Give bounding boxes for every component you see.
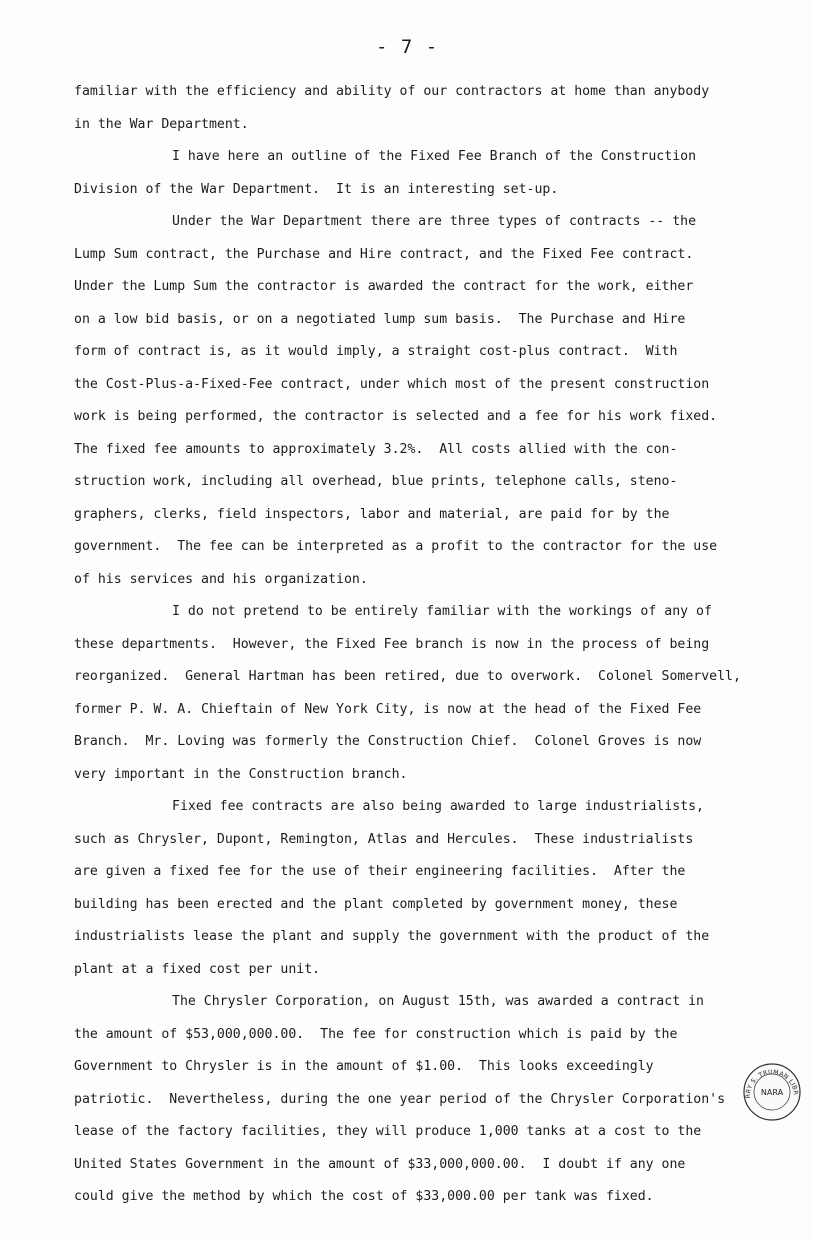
text-line: Branch. Mr. Loving was formerly the Construction Chief. Colonel Groves is now [74,734,702,749]
text-line: of his services and his organization. [74,571,368,587]
text-line: form of contract is, as it would imply, a straight cost-plus contract. With [74,344,678,359]
stamp-arc-text: RRY S. TRUMAN LIBR [744,1068,800,1099]
typed-body-text [74,76,741,1214]
text-line: in the War Department. [74,116,249,132]
text-line: Lump Sum contract, the Purchase and Hire contract, and the Fixed Fee contract. [74,246,694,262]
text-line: The fixed fee amounts to approximately 3.2%. All costs allied with the con- [74,441,678,457]
text-line: familiar with the efficiency and ability of our contractors at home than anybody [74,84,710,99]
text-line: reorganized. General Hartman has been retired, due to overwork. Colonel Somervell, [74,669,741,684]
paragraph-start-line: I have here an outline of the Fixed Fee Branch of the Construction [172,149,697,164]
page-number: - 7 - [376,36,439,58]
library-stamp [742,1062,802,1122]
text-line: are given a fixed fee for the use of their engineering facilities. After the [74,864,686,879]
text-line: United States Government in the amount of $33,000,000.00. I doubt if any one [74,1156,686,1172]
paragraph-start-line: Fixed fee contracts are also being awarded to large industrialists, [172,799,704,814]
text-line: industrialists lease the plant and supply the government with the product of the [74,929,710,944]
paragraph-start-line: I do not pretend to be entirely familiar with the workings of any of [172,604,712,619]
text-line: very important in the Construction branch. [74,766,408,782]
text-line: lease of the factory facilities, they will produce 1,000 tanks at a cost to the [74,1124,702,1139]
paragraph-start-line: The Chrysler Corporation, on August 15th, was awarded a contract in [172,994,704,1009]
text-line: such as Chrysler, Dupont, Remington, Atlas and Hercules. These industrialists [74,831,694,847]
text-line: struction work, including all overhead, blue prints, telephone calls, steno- [74,474,678,489]
stamp-center-text: NARA [760,1088,784,1097]
text-line: Under the Lump Sum the contractor is awarded the contract for the work, either [74,279,694,294]
text-line: graphers, clerks, field inspectors, labor and material, are paid for by the [74,506,670,522]
text-line: the Cost-Plus-a-Fixed-Fee contract, under which most of the present construction [74,376,710,392]
text-line: Division of the War Department. It is an interesting set-up. [74,181,559,197]
text-line: these departments. However, the Fixed Fee branch is now in the process of being [74,636,710,652]
paragraph-start-line: Under the War Department there are three types of contracts -- the [172,214,697,229]
text-line: on a low bid basis, or on a negotiated lump sum basis. The Purchase and Hire [74,311,686,327]
text-line: patriotic. Nevertheless, during the one year period of the Chrysler Corporation's [74,1091,726,1107]
text-line: building has been erected and the plant completed by government money, these [74,896,678,912]
text-line: government. The fee can be interpreted as a profit to the contractor for the use [74,539,718,554]
library-stamp-seal-icon [742,1062,802,1122]
text-line: work is being performed, the contractor is selected and a fee for his work fixed. [74,409,718,424]
text-line: could give the method by which the cost of $33,000.00 per tank was fixed. [74,1189,654,1204]
text-line: the amount of $53,000,000.00. The fee for construction which is paid by the [74,1026,678,1042]
text-line: plant at a fixed cost per unit. [74,961,321,977]
text-line: former P. W. A. Chieftain of New York City, is now at the head of the Fixed Fee [74,701,702,717]
text-line: Government to Chrysler is in the amount of $1.00. This looks exceedingly [74,1059,654,1074]
